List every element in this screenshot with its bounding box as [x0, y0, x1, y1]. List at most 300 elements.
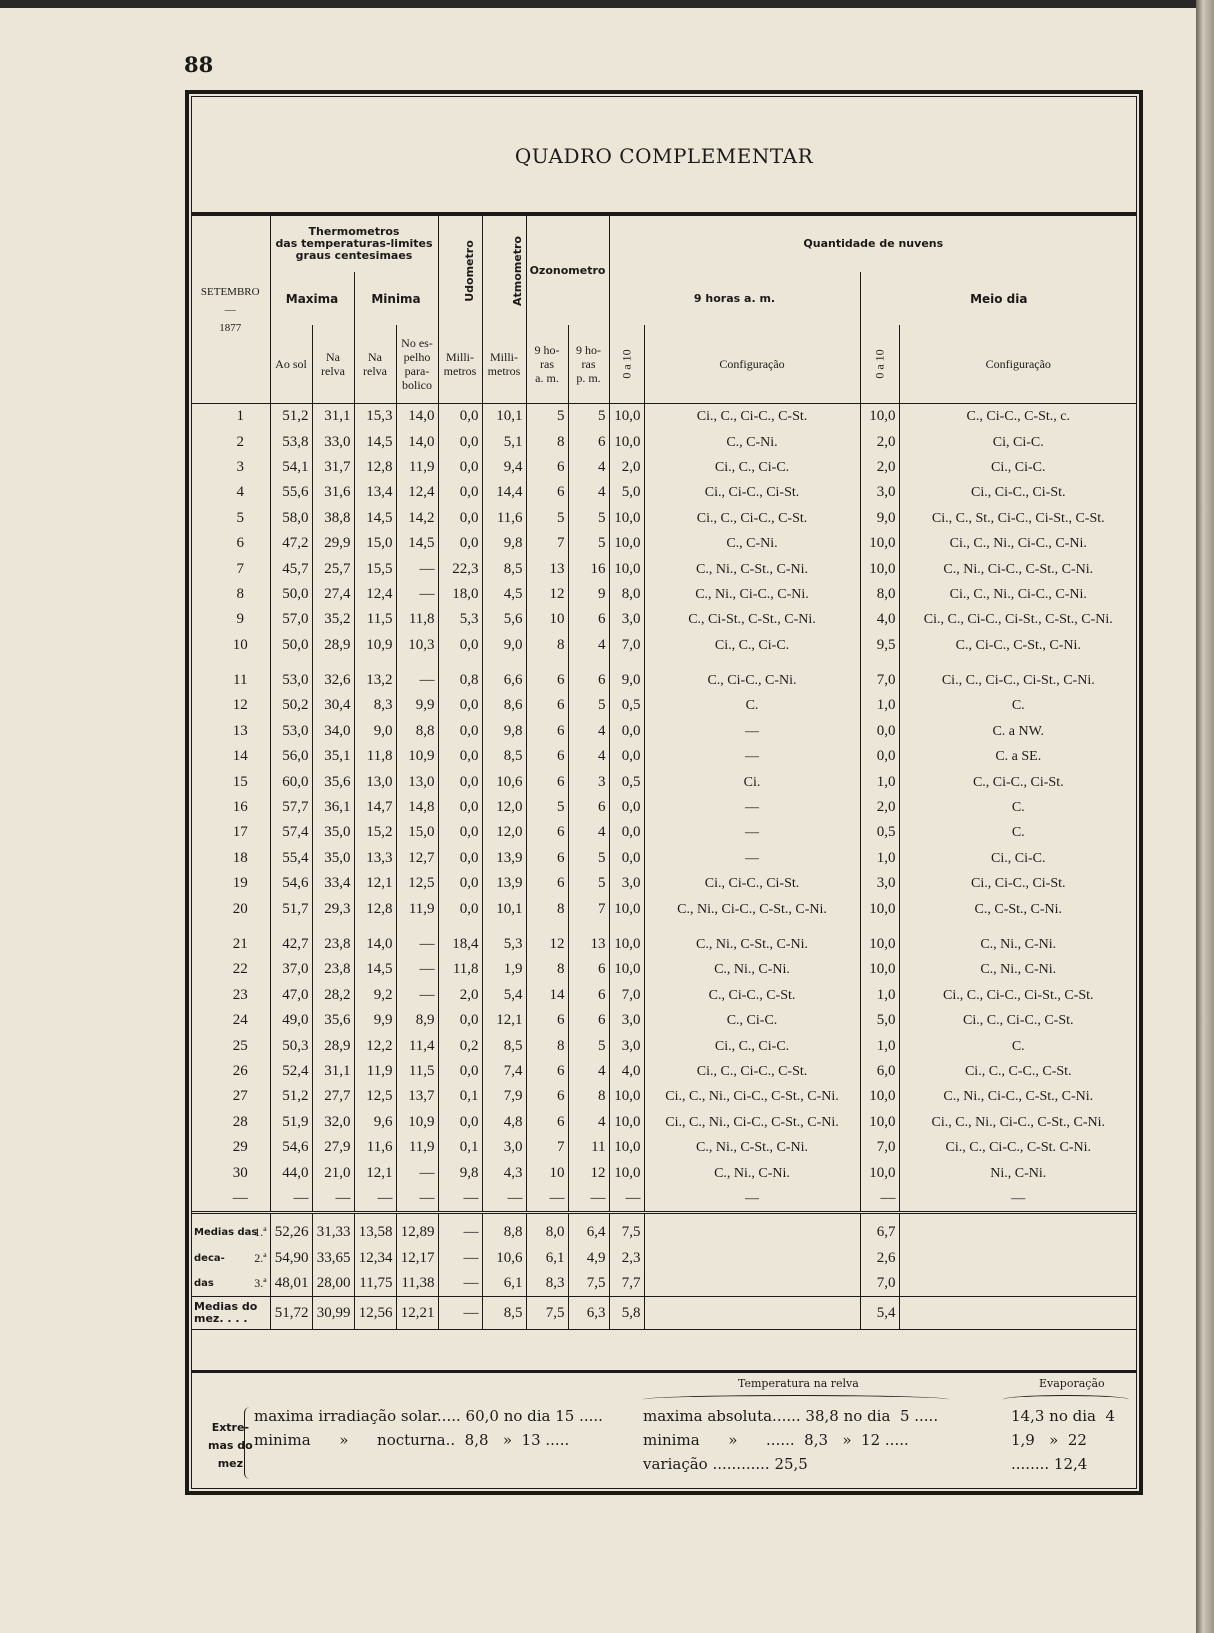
row-7-cell-10: C., Ni., Ci-C., C-Ni.	[644, 582, 860, 607]
row-10-cell-0: 11	[191, 668, 270, 693]
row-22-cell-2: 28,2	[312, 983, 354, 1008]
table-row	[191, 1110, 1137, 1135]
row-11-cell-6: 8,6	[482, 693, 526, 718]
table-row	[191, 795, 1137, 820]
row-4-cell-1: 58,0	[270, 506, 312, 531]
row-16-cell-9: 0,0	[609, 820, 644, 845]
row-18-cell-2: 33,4	[312, 871, 354, 896]
decada-1-cell-0	[191, 1246, 270, 1271]
decada-2-cell-6: 6,1	[482, 1271, 526, 1297]
udometro-units-l2: metros	[443, 364, 477, 378]
row-30-cell-1: —	[270, 1186, 312, 1213]
row-21-cell-5: 11,8	[438, 957, 482, 982]
row-16-cell-8: 4	[568, 820, 609, 845]
table-row	[191, 744, 1137, 769]
decade-gap-cell	[438, 658, 482, 668]
na-relva-max-l1: Na	[326, 350, 340, 364]
row-2-cell-8: 4	[568, 455, 609, 480]
row-13-cell-7: 6	[526, 744, 568, 769]
row-9-cell-11: 9,5	[860, 633, 899, 658]
row-13-cell-3: 11,8	[354, 744, 396, 769]
row-0-cell-8: 5	[568, 404, 609, 430]
row-29-cell-6: 4,3	[482, 1160, 526, 1185]
ozono-pm-l2: ras	[581, 357, 596, 371]
data-table	[191, 212, 1137, 1330]
row-26-cell-0: 27	[191, 1084, 270, 1109]
row-19-cell-2: 29,3	[312, 896, 354, 921]
decada-2-cell-4: 11,38	[396, 1271, 438, 1297]
decada-1-cell-4: 12,17	[396, 1246, 438, 1271]
decada-0-cell-11: 6,7	[860, 1220, 899, 1245]
row-15-cell-4: 14,8	[396, 795, 438, 820]
row-11-cell-8: 5	[568, 693, 609, 718]
config-md-header: Configuração	[985, 357, 1051, 371]
decada-0-cell-0	[191, 1220, 270, 1245]
row-27-cell-8: 4	[568, 1110, 609, 1135]
decade-ordinal: 2.ª	[254, 1250, 267, 1265]
table-row	[191, 769, 1137, 794]
row-10-cell-1: 53,0	[270, 668, 312, 693]
row-6-cell-6: 8,5	[482, 556, 526, 581]
row-28-cell-8: 11	[568, 1135, 609, 1160]
ozono-am-header	[526, 325, 568, 404]
decada-2-cell-12	[899, 1271, 1137, 1297]
decade-gap-cell	[312, 658, 354, 668]
row-19-cell-0: 20	[191, 896, 270, 921]
decada-1-cell-6: 10,6	[482, 1246, 526, 1271]
udometro-label: Udometro	[462, 239, 476, 302]
row-19-cell-7: 8	[526, 896, 568, 921]
row-10-cell-2: 32,6	[312, 668, 354, 693]
table-row	[191, 871, 1137, 896]
row-3-cell-1: 55,6	[270, 480, 312, 505]
row-29-cell-9: 10,0	[609, 1160, 644, 1185]
ozono-am-l1: 9 ho-	[534, 343, 560, 357]
row-29-cell-10: C., Ni., C-Ni.	[644, 1160, 860, 1185]
row-15-cell-7: 5	[526, 795, 568, 820]
row-8-cell-12: Ci., C., Ci-C., Ci-St., C-St., C-Ni.	[923, 612, 1113, 628]
decade-gap-cell	[568, 658, 609, 668]
na-relva-max-header	[312, 325, 354, 404]
espelho-header	[396, 325, 438, 404]
row-17-cell-8: 5	[568, 846, 609, 871]
table-row	[191, 582, 1137, 607]
row-11-cell-3: 8,3	[354, 693, 396, 718]
row-19-cell-5: 0,0	[438, 896, 482, 921]
row-8-cell-0: 9	[191, 607, 270, 632]
row-16-cell-0: 17	[191, 820, 270, 845]
period-year: 1877	[219, 321, 242, 334]
row-25-cell-11: 6,0	[860, 1059, 899, 1084]
row-0-cell-4: 14,0	[396, 404, 438, 430]
row-2-cell-12: Ci., Ci-C.	[991, 459, 1046, 475]
row-28-cell-7: 7	[526, 1135, 568, 1160]
table-row	[191, 1008, 1137, 1033]
row-12-cell-6: 9,8	[482, 719, 526, 744]
row-23-cell-12: Ci., C., Ci-C., C-St.	[963, 1013, 1074, 1029]
decade-gap-cell	[396, 658, 438, 668]
udometro-units-header	[438, 325, 482, 404]
relva-head-brace	[643, 1395, 949, 1404]
row-4-cell-12: Ci., C., St., Ci-C., Ci-St., C-St.	[931, 510, 1105, 526]
row-1-cell-0: 2	[191, 429, 270, 454]
row-5-cell-6: 9,8	[482, 531, 526, 556]
row-19-cell-3: 12,8	[354, 896, 396, 921]
row-14-cell-4: 13,0	[396, 769, 438, 794]
row-19-cell-1: 51,7	[270, 896, 312, 921]
atmometro-units-header	[482, 325, 526, 404]
decade-gap-cell	[609, 922, 644, 932]
row-7-cell-9: 8,0	[609, 582, 644, 607]
row-14-cell-3: 13,0	[354, 769, 396, 794]
row-2-cell-9: 2,0	[609, 455, 644, 480]
decade-gap-cell	[438, 922, 482, 932]
row-14-cell-10: Ci.	[644, 769, 860, 794]
row-7-cell-12: Ci., C., Ni., Ci-C., C-Ni.	[949, 586, 1087, 602]
row-8-cell-5: 5,3	[438, 607, 482, 632]
row-4-cell-0: 5	[191, 506, 270, 531]
row-28-cell-3: 11,6	[354, 1135, 396, 1160]
row-17-cell-7: 6	[526, 846, 568, 871]
row-2-cell-6: 9,4	[482, 455, 526, 480]
row-28-cell-2: 27,9	[312, 1135, 354, 1160]
row-23-cell-10: C., Ci-C.	[644, 1008, 860, 1033]
row-26-cell-12: C., Ni., Ci-C., C-St., C-Ni.	[943, 1089, 1094, 1105]
table-row	[191, 1059, 1137, 1084]
row-13-cell-6: 8,5	[482, 744, 526, 769]
row-3-cell-5: 0,0	[438, 480, 482, 505]
row-26-cell-5: 0,1	[438, 1084, 482, 1109]
decada-1-cell-1: 54,90	[270, 1246, 312, 1271]
row-14-cell-6: 10,6	[482, 769, 526, 794]
row-26-cell-6: 7,9	[482, 1084, 526, 1109]
month-mean-row	[191, 1297, 1137, 1330]
row-28-cell-1: 54,6	[270, 1135, 312, 1160]
row-16-cell-12: C.	[1011, 825, 1025, 841]
row-20-cell-5: 18,4	[438, 932, 482, 957]
decada-1-cell-12	[899, 1246, 1137, 1271]
table-row	[191, 1160, 1137, 1185]
row-25-cell-12: Ci., C., C-C., C-St.	[964, 1063, 1072, 1079]
mez-cell-0	[191, 1297, 270, 1330]
table-row	[191, 846, 1137, 871]
row-17-cell-10: —	[644, 846, 860, 871]
summary-separator-cell	[396, 1213, 438, 1221]
decade-gap	[191, 922, 1137, 932]
row-21-cell-4: —	[396, 957, 438, 982]
atmometro-header	[482, 214, 526, 325]
row-24-cell-12: C.	[1011, 1038, 1025, 1054]
row-29-cell-12: Ni., C-Ni.	[990, 1165, 1047, 1181]
row-25-cell-9: 4,0	[609, 1059, 644, 1084]
row-12-cell-3: 9,0	[354, 719, 396, 744]
row-24-cell-2: 28,9	[312, 1033, 354, 1058]
row-6-cell-7: 13	[526, 556, 568, 581]
row-29-cell-3: 12,1	[354, 1160, 396, 1185]
row-12-cell-1: 53,0	[270, 719, 312, 744]
row-23-cell-5: 0,0	[438, 1008, 482, 1033]
decade-gap-cell	[482, 658, 526, 668]
row-27-cell-12: Ci., C., Ni., Ci-C., C-St., C-Ni.	[931, 1114, 1105, 1130]
row-12-cell-5: 0,0	[438, 719, 482, 744]
row-7-cell-8: 9	[568, 582, 609, 607]
decada-2-cell-11: 7,0	[860, 1271, 899, 1297]
row-14-cell-9: 0,5	[609, 769, 644, 794]
decada-2-cell-7: 8,3	[526, 1271, 568, 1297]
row-23-cell-0: 24	[191, 1008, 270, 1033]
row-25-cell-6: 7,4	[482, 1059, 526, 1084]
row-21-cell-9: 10,0	[609, 957, 644, 982]
row-30-cell-2: —	[312, 1186, 354, 1213]
row-12-cell-11: 0,0	[860, 719, 899, 744]
nuvens-md-scale-label: 0 a 10	[872, 349, 887, 379]
row-8-cell-3: 11,5	[354, 607, 396, 632]
row-1-cell-2: 33,0	[312, 429, 354, 454]
nuvens-header: Quantidade de nuvens	[803, 237, 944, 250]
row-19-cell-11: 10,0	[860, 896, 899, 921]
row-15-cell-6: 12,0	[482, 795, 526, 820]
row-7-cell-3: 12,4	[354, 582, 396, 607]
decade-gap	[191, 658, 1137, 668]
row-29-cell-8: 12	[568, 1160, 609, 1185]
summary-separator-cell	[482, 1213, 526, 1221]
summary-separator-cell	[568, 1213, 609, 1221]
row-18-cell-4: 12,5	[396, 871, 438, 896]
page-number: 88	[184, 52, 214, 77]
row-24-cell-6: 8,5	[482, 1033, 526, 1058]
row-6-cell-12: C., Ni., Ci-C., C-St., C-Ni.	[943, 561, 1094, 577]
row-3-cell-6: 14,4	[482, 480, 526, 505]
row-29-cell-11: 10,0	[860, 1160, 899, 1185]
row-27-cell-0: 28	[191, 1110, 270, 1135]
summary-separator-cell	[354, 1213, 396, 1221]
extremas-line3-mid: variação ............ 25,5	[643, 1455, 808, 1473]
decada-1-cell-3: 12,34	[354, 1246, 396, 1271]
decade-gap-cell	[482, 922, 526, 932]
row-8-cell-9: 3,0	[609, 607, 644, 632]
row-24-cell-9: 3,0	[609, 1033, 644, 1058]
row-23-cell-6: 12,1	[482, 1008, 526, 1033]
decada-0-cell-12	[899, 1220, 1137, 1245]
row-25-cell-0: 26	[191, 1059, 270, 1084]
decade-gap-cell	[860, 658, 899, 668]
espelho-l3: para-	[404, 364, 430, 378]
espelho-l2: pelho	[403, 350, 431, 364]
row-13-cell-4: 10,9	[396, 744, 438, 769]
ozono-pm-l1: 9 ho-	[576, 343, 602, 357]
row-4-cell-3: 14,5	[354, 506, 396, 531]
row-8-cell-7: 10	[526, 607, 568, 632]
row-7-cell-7: 12	[526, 582, 568, 607]
summary-separator	[191, 1213, 1137, 1221]
row-3-cell-11: 3,0	[860, 480, 899, 505]
row-0-cell-10: Ci., C., Ci-C., C-St.	[644, 404, 860, 430]
decade-gap-cell	[191, 922, 270, 932]
row-29-cell-1: 44,0	[270, 1160, 312, 1185]
row-18-cell-9: 3,0	[609, 871, 644, 896]
row-13-cell-10: —	[644, 744, 860, 769]
row-19-cell-8: 7	[568, 896, 609, 921]
row-30-cell-7: —	[526, 1186, 568, 1213]
row-1-cell-1: 53,8	[270, 429, 312, 454]
row-24-cell-11: 1,0	[860, 1033, 899, 1058]
extremas-line2-right: 1,9 » 22	[1011, 1431, 1087, 1449]
row-2-cell-10: Ci., C., Ci-C.	[644, 455, 860, 480]
row-20-cell-3: 14,0	[354, 932, 396, 957]
row-17-cell-11: 1,0	[860, 846, 899, 871]
summary-separator-cell	[438, 1213, 482, 1221]
row-26-cell-11: 10,0	[860, 1084, 899, 1109]
decada-2-cell-1: 48,01	[270, 1271, 312, 1297]
row-18-cell-5: 0,0	[438, 871, 482, 896]
table-row	[191, 983, 1137, 1008]
row-10-cell-3: 13,2	[354, 668, 396, 693]
mez-label-l1: Medias do	[194, 1300, 258, 1314]
extremas-section	[191, 1370, 1137, 1491]
extremas-line2-mid: minima » ...... 8,3 » 12 .....	[643, 1431, 909, 1449]
espelho-l4: bolico	[402, 378, 432, 392]
summary-separator-cell	[609, 1213, 644, 1221]
row-28-cell-4: 11,9	[396, 1135, 438, 1160]
minima-header: Minima	[354, 272, 438, 325]
row-4-cell-11: 9,0	[860, 506, 899, 531]
row-15-cell-11: 2,0	[860, 795, 899, 820]
row-18-cell-8: 5	[568, 871, 609, 896]
row-16-cell-3: 15,2	[354, 820, 396, 845]
row-7-cell-0: 8	[191, 582, 270, 607]
row-9-cell-4: 10,3	[396, 633, 438, 658]
row-30-cell-8: —	[568, 1186, 609, 1213]
summary-separator-cell	[526, 1213, 568, 1221]
row-5-cell-12: Ci., C., Ni., Ci-C., C-Ni.	[949, 536, 1087, 552]
row-24-cell-5: 0,2	[438, 1033, 482, 1058]
row-7-cell-6: 4,5	[482, 582, 526, 607]
summary-separator-cell	[191, 1213, 270, 1221]
udometro-units-l1: Milli-	[446, 350, 475, 364]
atmometro-units-l1: Milli-	[490, 350, 519, 364]
row-15-cell-0: 16	[191, 795, 270, 820]
row-5-cell-3: 15,0	[354, 531, 396, 556]
row-12-cell-2: 34,0	[312, 719, 354, 744]
row-14-cell-12: C., Ci-C., Ci-St.	[972, 774, 1064, 790]
row-22-cell-8: 6	[568, 983, 609, 1008]
atmometro-units-l2: metros	[487, 364, 521, 378]
row-26-cell-8: 8	[568, 1084, 609, 1109]
row-13-cell-11: 0,0	[860, 744, 899, 769]
row-17-cell-1: 55,4	[270, 846, 312, 871]
row-10-cell-10: C., Ci-C., C-Ni.	[644, 668, 860, 693]
table-row	[191, 719, 1137, 744]
evap-head: Evaporação	[1039, 1377, 1105, 1390]
decade-gap-cell	[860, 922, 899, 932]
row-17-cell-3: 13,3	[354, 846, 396, 871]
row-30-cell-0: —	[191, 1186, 270, 1213]
row-1-cell-12: Ci, Ci-C.	[992, 434, 1044, 450]
row-21-cell-10: C., Ni., C-Ni.	[644, 957, 860, 982]
row-11-cell-1: 50,2	[270, 693, 312, 718]
row-14-cell-5: 0,0	[438, 769, 482, 794]
table-row	[191, 1135, 1137, 1160]
row-19-cell-10: C., Ni., Ci-C., C-St., C-Ni.	[644, 896, 860, 921]
row-26-cell-2: 27,7	[312, 1084, 354, 1109]
row-22-cell-0: 23	[191, 983, 270, 1008]
row-12-cell-12: C. a NW.	[992, 723, 1045, 739]
row-15-cell-12: C.	[1011, 800, 1025, 816]
row-13-cell-12: C. a SE.	[995, 749, 1042, 765]
maxima-header: Maxima	[270, 272, 354, 325]
row-11-cell-12: C.	[1011, 698, 1025, 714]
table-row	[191, 932, 1137, 957]
summary-separator-cell	[312, 1213, 354, 1221]
row-11-cell-2: 30,4	[312, 693, 354, 718]
row-9-cell-10: Ci., C., Ci-C.	[644, 633, 860, 658]
row-30-cell-11: —	[860, 1186, 899, 1213]
row-18-cell-12: Ci., Ci-C., Ci-St.	[971, 876, 1066, 892]
row-30-cell-9: —	[609, 1186, 644, 1213]
ozono-pm-l3: p. m.	[576, 371, 601, 385]
mez-cell-9: 5,8	[609, 1297, 644, 1330]
row-6-cell-8: 16	[568, 556, 609, 581]
row-15-cell-8: 6	[568, 795, 609, 820]
row-12-cell-8: 4	[568, 719, 609, 744]
ao-sol-header: Ao sol	[270, 325, 312, 404]
mez-cell-7: 7,5	[526, 1297, 568, 1330]
row-11-cell-0: 12	[191, 693, 270, 718]
row-18-cell-0: 19	[191, 871, 270, 896]
row-5-cell-8: 5	[568, 531, 609, 556]
ozono-pm-header	[568, 325, 609, 404]
row-24-cell-8: 5	[568, 1033, 609, 1058]
decada-2-cell-10	[644, 1271, 860, 1297]
row-15-cell-1: 57,7	[270, 795, 312, 820]
row-3-cell-2: 31,6	[312, 480, 354, 505]
medias-label-line: das	[194, 1278, 214, 1290]
decade-mean-row	[191, 1220, 1137, 1245]
row-20-cell-9: 10,0	[609, 932, 644, 957]
row-4-cell-6: 11,6	[482, 506, 526, 531]
row-0-cell-12: C., Ci-C., C-St., c.	[966, 409, 1070, 425]
row-23-cell-9: 3,0	[609, 1008, 644, 1033]
row-5-cell-10: C., C-Ni.	[644, 531, 860, 556]
row-22-cell-12: Ci., C., Ci-C., Ci-St., C-St.	[943, 987, 1094, 1003]
row-17-cell-2: 35,0	[312, 846, 354, 871]
row-11-cell-11: 1,0	[860, 693, 899, 718]
extremas-label-l2: mas do	[208, 1439, 253, 1452]
row-9-cell-0: 10	[191, 633, 270, 658]
row-6-cell-9: 10,0	[609, 556, 644, 581]
row-12-cell-7: 6	[526, 719, 568, 744]
row-27-cell-9: 10,0	[609, 1110, 644, 1135]
row-26-cell-3: 12,5	[354, 1084, 396, 1109]
row-10-cell-4: —	[396, 668, 438, 693]
row-22-cell-9: 7,0	[609, 983, 644, 1008]
row-23-cell-8: 6	[568, 1008, 609, 1033]
row-28-cell-9: 10,0	[609, 1135, 644, 1160]
decada-1-cell-9: 2,3	[609, 1246, 644, 1271]
mez-cell-5: —	[438, 1297, 482, 1330]
decada-0-cell-9: 7,5	[609, 1220, 644, 1245]
decade-gap-cell	[899, 922, 1137, 932]
extremas-line2-left: minima » nocturna.. 8,8 » 13 .....	[254, 1431, 570, 1449]
row-22-cell-7: 14	[526, 983, 568, 1008]
decade-gap-cell	[526, 922, 568, 932]
mez-cell-3: 12,56	[354, 1297, 396, 1330]
row-29-cell-7: 10	[526, 1160, 568, 1185]
decada-0-cell-5: —	[438, 1220, 482, 1245]
row-5-cell-7: 7	[526, 531, 568, 556]
row-20-cell-11: 10,0	[860, 932, 899, 957]
row-10-cell-7: 6	[526, 668, 568, 693]
